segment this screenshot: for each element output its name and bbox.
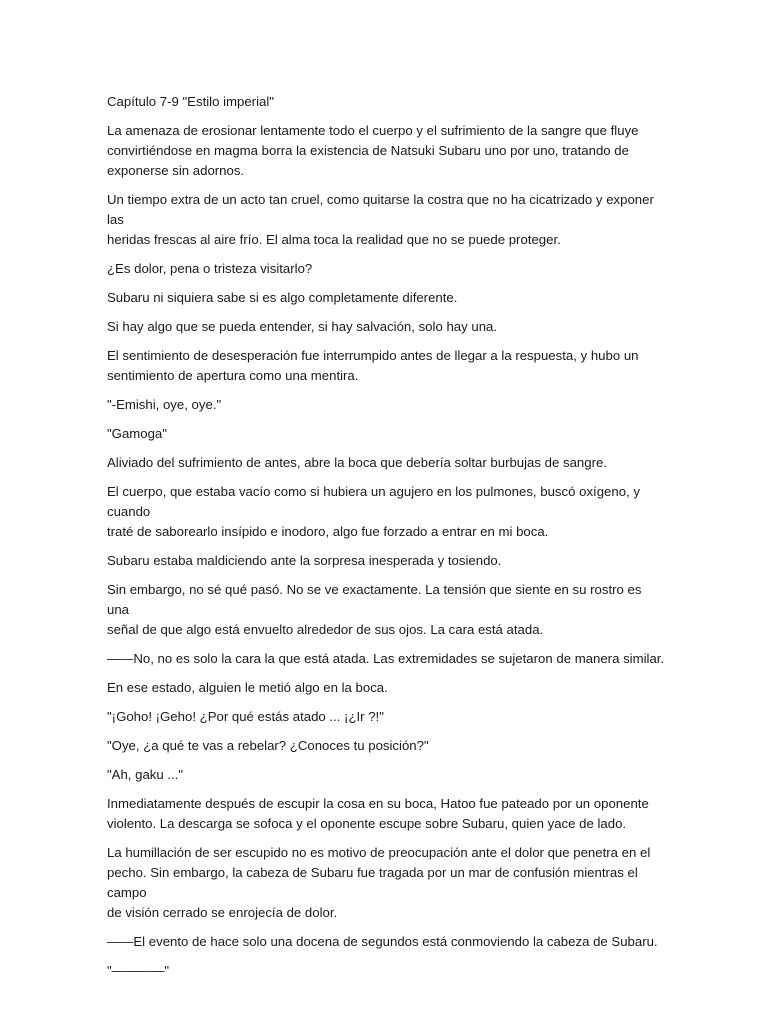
paragraph-14: En ese estado, alguien le metió algo en la boca. [107, 680, 388, 695]
chapter-title: Capítulo 7-9 "Estilo imperial" [107, 94, 274, 109]
paragraph-5: Si hay algo que se pueda entender, si hay salvación, solo hay una. [107, 319, 498, 334]
paragraph-16: "Oye, ¿a qué te vas a rebelar? ¿Conoces tu posición?" [107, 738, 429, 753]
paragraph-21: "————" [107, 963, 170, 978]
paragraph-19: La humillación de ser escupido no es motivo de preocupación ante el dolor que penetra en el pecho. Sin embargo, la cabeza de Subaru fue tragada por un mar de confusión mientras el campo de visión cerrado se enrojecía de dolor. [107, 845, 651, 920]
paragraph-8: "Gamoga" [107, 426, 167, 441]
paragraph-10: El cuerpo, que estaba vacío como si hubiera un agujero en los pulmones, buscó oxígeno, y cuando traté de saborearlo insípido e inodoro, algo fue forzado a entrar en mi boca. [107, 484, 640, 539]
paragraph-11: Subaru estaba maldiciendo ante la sorpresa inesperada y tosiendo. [107, 553, 502, 568]
document-page [107, 92, 667, 990]
paragraph-2: Un tiempo extra de un acto tan cruel, como quitarse la costra que no ha cicatrizado y exponer las heridas frescas al aire frío. El alma toca la realidad que no se puede proteger. [107, 192, 654, 247]
paragraph-15: "¡Goho! ¡Geho! ¿Por qué estás atado ... ¡¿Ir ?!" [107, 709, 384, 724]
paragraph-18: Inmediatamente después de escupir la cosa en su boca, Hatoo fue pateado por un oponente violento. La descarga se sofoca y el oponente escupe sobre Subaru, quien yace de lado. [107, 796, 649, 831]
paragraph-6: El sentimiento de desesperación fue interrumpido antes de llegar a la respuesta, y hubo un sentimiento de apertura como una mentira. [107, 348, 639, 383]
paragraph-1: La amenaza de erosionar lentamente todo el cuerpo y el sufrimiento de la sangre que fluye convirtiéndose en magma borra la existencia de Natsuki Subaru uno por uno, tratando de exponerse sin adornos. [107, 123, 639, 178]
paragraph-9: Aliviado del sufrimiento de antes, abre la boca que debería soltar burbujas de sangre. [107, 455, 607, 470]
paragraph-20: ——El evento de hace solo una docena de segundos está conmoviendo la cabeza de Subaru. [107, 934, 658, 949]
paragraph-12: Sin embargo, no sé qué pasó. No se ve exactamente. La tensión que siente en su rostro es una señal de que algo está envuelto alrededor de sus ojos. La cara está atada. [107, 582, 642, 637]
paragraph-13: ——No, no es solo la cara la que está atada. Las extremidades se sujetaron de manera similar. [107, 651, 665, 666]
paragraph-3: ¿Es dolor, pena o tristeza visitarlo? [107, 261, 313, 276]
paragraph-4: Subaru ni siquiera sabe si es algo completamente diferente. [107, 290, 458, 305]
paragraph-7: "-Emishi, oye, oye." [107, 397, 222, 412]
paragraph-17: "Ah, gaku ..." [107, 767, 184, 782]
